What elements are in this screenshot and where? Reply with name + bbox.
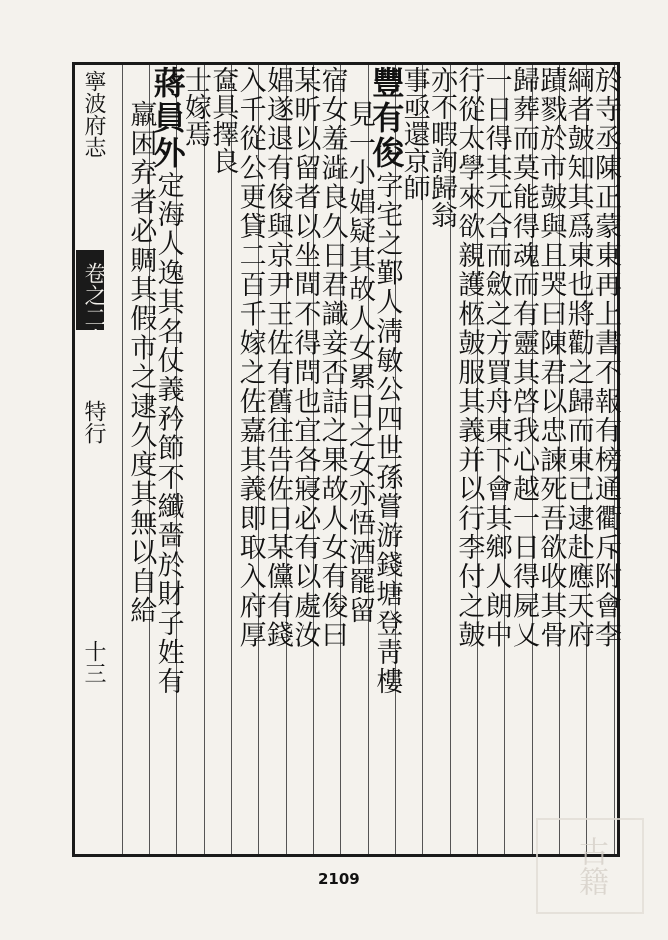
text-column: 行從太學來欲親護柩皷服其義并以行李付之皷 (453, 66, 485, 650)
column-rule (122, 65, 123, 854)
text-column: 奩具擇良 (207, 66, 239, 174)
column-rule (204, 65, 205, 854)
entry-heading: 蔣員外 (148, 66, 187, 171)
text-column: 羸困弃者必賙其假市之逮久度其無以自給 (125, 100, 157, 626)
text-column: 事亟還京師 (398, 66, 430, 201)
text-column: 某昕以留者以坐間不得問也宜各寢必有以處汝 (289, 66, 321, 650)
text-column: 蹟戮於市皷與且哭曰陳君以忠諫死吾欲收其骨 (535, 66, 567, 650)
text-column: 亦不暇詢歸翁 (426, 66, 457, 228)
section-label: 特行 (81, 400, 106, 444)
entry-heading: 豐有俊 (367, 66, 406, 171)
text-column: 士嫁焉 (180, 66, 211, 147)
text-column (367, 66, 406, 697)
text-column: 宿女羞澁良久日君識妾否詰之果故人女有俊曰 (316, 66, 348, 650)
text-column: 見一小娼疑其故人女累日之女亦悟酒罷留 (344, 100, 375, 626)
text-column: 於寺丞陳正蒙東再上書不報有榜通衢斥附會李 (590, 66, 621, 650)
volume-label: 卷之二十七 (81, 262, 106, 372)
library-seal: 古籍 (536, 818, 644, 914)
text-column (148, 66, 187, 697)
text-column: 入千從公更貸二百千嫁之佐嘉其義即取入府厚 (234, 66, 266, 650)
text-column: 一日得其元合而斂之方買舟東下會其鄉人朗中 (480, 66, 512, 650)
book-title: 寧波府志 (81, 70, 106, 158)
leaf-number: 十三 (81, 640, 106, 684)
text-column: 歸葬而莫能得魂而有靈其啓我心越一日得屍乂 (508, 66, 539, 650)
page-number: 2109 (318, 870, 360, 888)
text-column: 娼遂退有俊與京尹王佐有舊往告佐日某儻有錢 (262, 66, 293, 650)
column-rule (231, 65, 232, 854)
entry-text: 定海人逸其名仗義矜節不纖嗇於財子姓有 (152, 171, 184, 697)
entry-text: 字宅之鄞人淸敏公四世孫嘗游錢塘登靑樓 (371, 171, 403, 697)
text-column: 綱者皷知其爲東也將勸之歸而東已逮赴應天府 (562, 66, 594, 650)
